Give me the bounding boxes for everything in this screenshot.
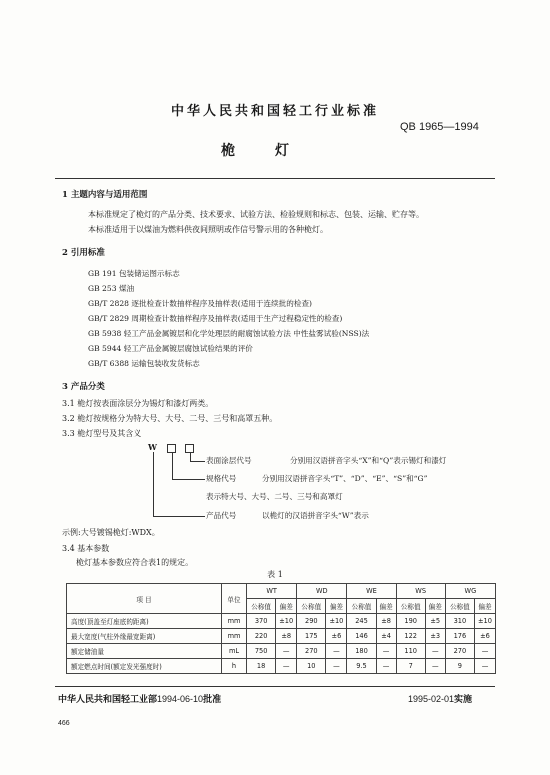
group-header: WG: [445, 584, 495, 599]
effective-date: 1995-02-01: [408, 694, 455, 704]
table-cell: ±5: [425, 614, 445, 629]
table-cell: ±6: [474, 629, 495, 644]
table-cell: 146: [347, 629, 376, 644]
table-cell: ±8: [376, 614, 396, 629]
tolerance-subheader: 偏差: [276, 599, 297, 614]
table-row: [67, 614, 496, 629]
header-divider: [55, 178, 495, 179]
table-cell: 10: [297, 659, 326, 674]
table-cell: 220: [247, 629, 276, 644]
table-cell: 180: [347, 644, 376, 659]
approval-date: 1994-06-10: [157, 694, 204, 704]
row-item: 额定燃点时间(额定发光强度时): [67, 659, 222, 674]
spec-code-description-continued: 表示特大号、大号、二号、三号和高罩灯: [206, 492, 343, 501]
group-header: WD: [297, 584, 347, 599]
approval-suffix: 批准: [203, 695, 222, 705]
spec-code-label: 规格代号: [206, 474, 237, 483]
row-item: 额定储油量: [67, 644, 222, 659]
reference-item: GB 253 煤油: [88, 284, 135, 293]
table-cell: 9.5: [347, 659, 376, 674]
nominal-subheader: 公称值: [396, 599, 425, 614]
clause-3-4-text: 桅灯基本参数应符合表1的规定。: [76, 558, 194, 567]
section-1-paragraph-2: 本标准适用于以煤油为燃料供夜间照明或作信号警示用的各种桅灯。: [88, 225, 328, 234]
table-cell: 176: [445, 629, 474, 644]
table-cell: —: [326, 644, 347, 659]
spec-bracket-line: [172, 453, 173, 479]
table-row: [67, 659, 496, 674]
product-code-description: 以桅灯的汉语拼音字头“W”表示: [262, 511, 369, 520]
table-cell: 750: [247, 644, 276, 659]
table-cell: ±10: [276, 614, 297, 629]
tolerance-subheader: 偏差: [474, 599, 495, 614]
table-cell: 190: [396, 614, 425, 629]
row-unit: mm: [222, 629, 247, 644]
clause-3-1: 3.1 桅灯按表面涂层分为锡灯和漆灯两类。: [62, 399, 214, 408]
table-cell: ±10: [326, 614, 347, 629]
table-cell: —: [276, 644, 297, 659]
reference-item: GB 5944 轻工产品金属镀层腐蚀试验结果的评价: [88, 344, 253, 353]
table-cell: ±4: [376, 629, 396, 644]
group-header: WE: [347, 584, 396, 599]
table-row: [67, 644, 496, 659]
clause-3-3: 3.3 桅灯型号及其含义: [62, 429, 142, 438]
effective-line: [408, 692, 472, 705]
standard-category-title: 中华人民共和国轻工行业标准: [170, 104, 379, 119]
section-1-heading: 1 主题内容与适用范围: [62, 190, 148, 200]
table-cell: ±8: [276, 629, 297, 644]
table-cell: 9: [445, 659, 474, 674]
clause-3-4: 3.4 基本参数: [62, 544, 110, 553]
table-cell: 122: [396, 629, 425, 644]
page-number: 466: [58, 720, 70, 727]
group-header: WS: [396, 584, 445, 599]
table-cell: —: [376, 644, 396, 659]
spec-code-description: 分别用汉语拼音字头“T”、“D”、“E”、“S”和“G”: [262, 474, 428, 483]
nominal-subheader: 公称值: [445, 599, 474, 614]
clause-3-2: 3.2 桅灯按规格分为特大号、大号、二号、三号和高罩五种。: [62, 414, 278, 423]
section-3-heading: 3 产品分类: [62, 382, 105, 392]
spec-bracket-line: [172, 479, 205, 480]
table-cell: —: [276, 659, 297, 674]
tolerance-subheader: 偏差: [425, 599, 445, 614]
model-letter: W: [148, 442, 157, 452]
table-cell: —: [376, 659, 396, 674]
table-cell: —: [326, 659, 347, 674]
group-header: WT: [247, 584, 297, 599]
table-cell: ±10: [474, 614, 495, 629]
approving-authority: 中华人民共和国轻工业部: [58, 695, 158, 705]
table-cell: ±6: [326, 629, 347, 644]
row-item: 高度(顶盖至灯座底的距离): [67, 614, 222, 629]
unit-column-header: 单位: [222, 584, 247, 614]
table-cell: 310: [445, 614, 474, 629]
table-cell: 290: [297, 614, 326, 629]
effective-suffix: 实施: [454, 695, 473, 705]
product-bracket-line: [153, 516, 205, 517]
section-1-paragraph-1: 本标准规定了桅灯的产品分类、技术要求、试验方法、检验规则和标志、包装、运输、贮存等。: [88, 210, 424, 219]
table-cell: 270: [445, 644, 474, 659]
table-cell: —: [474, 659, 495, 674]
reference-item: GB 191 包装储运图示标志: [88, 269, 180, 278]
product-bracket-line: [153, 452, 154, 516]
table-cell: 270: [297, 644, 326, 659]
section-2-heading: 2 引用标准: [62, 248, 105, 258]
spec-code-box: [167, 444, 176, 453]
tolerance-subheader: 偏差: [326, 599, 347, 614]
row-unit: h: [222, 659, 247, 674]
table-caption: 表 1: [267, 570, 283, 579]
reference-item: GB/T 2829 周期检查计数抽样程序及抽样表(适用于生产过程稳定性的检查): [88, 314, 343, 323]
row-item: 最大宽度(气柱外缘最宽距离): [67, 629, 222, 644]
coating-code-description: 分别用汉语拼音字头“X”和“Q”表示锡灯和漆灯: [290, 456, 447, 465]
product-code-label: 产品代号: [206, 511, 237, 520]
table-cell: 110: [396, 644, 425, 659]
model-example: 示例:大号镀锡桅灯:WDX。: [62, 528, 160, 537]
tolerance-subheader: 偏差: [376, 599, 396, 614]
table-cell: —: [425, 644, 445, 659]
coating-bracket-line: [190, 461, 205, 462]
table-cell: 18: [247, 659, 276, 674]
footer-divider: [55, 686, 495, 687]
table-row: [67, 629, 496, 644]
approval-line: [58, 692, 221, 705]
parameter-table: [66, 583, 496, 674]
coating-code-box: [185, 444, 194, 453]
table-cell: —: [425, 659, 445, 674]
table-cell: 175: [297, 629, 326, 644]
nominal-subheader: 公称值: [347, 599, 376, 614]
coating-code-label: 表面涂层代号: [206, 456, 252, 465]
table-cell: ±3: [425, 629, 445, 644]
table-cell: 245: [347, 614, 376, 629]
row-unit: mL: [222, 644, 247, 659]
standard-number: QB 1965—1994: [400, 121, 479, 133]
table-header-row: [67, 584, 496, 599]
nominal-subheader: 公称值: [247, 599, 276, 614]
reference-item: GB/T 2828 逐批检查计数抽样程序及抽样表(适用于连续批的检查): [88, 299, 313, 308]
row-unit: mm: [222, 614, 247, 629]
table-cell: 370: [247, 614, 276, 629]
reference-item: GB/T 6388 运输包装收发货标志: [88, 359, 200, 368]
nominal-subheader: 公称值: [297, 599, 326, 614]
item-column-header: 项 目: [67, 584, 222, 614]
document-title: 桅灯: [221, 143, 329, 159]
coating-bracket-line: [190, 453, 191, 461]
table-cell: 7: [396, 659, 425, 674]
reference-item: GB 5938 轻工产品金属镀层和化学处理层的耐腐蚀试验方法 中性盐雾试验(NSS)法: [88, 329, 370, 338]
table-cell: —: [474, 644, 495, 659]
